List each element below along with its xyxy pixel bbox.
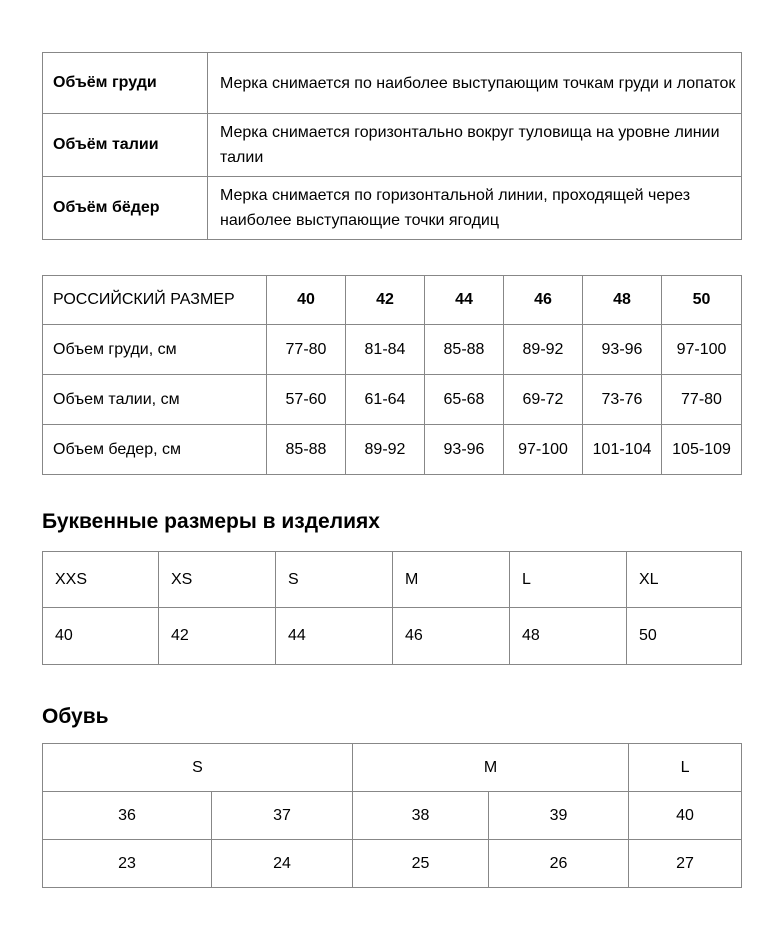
value-cell: 69-72 [504,375,583,425]
value-cell: 93-96 [583,325,662,375]
shoe-group-cell: S [43,744,353,792]
value-cell: 73-76 [583,375,662,425]
shoe-cm-size-cell: 24 [212,840,353,888]
measurement-definition: Мерка снимается горизонтально вокруг туловища на уровне линии талии [208,114,742,177]
measurement-term: Объём груди [43,53,208,114]
shoe-group-cell: M [353,744,629,792]
value-cell: 77-80 [267,325,346,375]
table-row [43,608,742,665]
table-row [43,276,742,325]
shoe-eu-size-cell: 39 [489,792,629,840]
table-row [43,840,742,888]
table-row [43,325,742,375]
measurement-definitions-table [42,52,742,240]
value-cell: 105-109 [662,425,742,475]
number-size-cell: 46 [393,608,510,665]
size-header-cell: 42 [346,276,425,325]
letter-size-cell: XL [627,552,742,608]
shoe-group-cell: L [629,744,742,792]
table-row [43,53,742,114]
value-cell: 101-104 [583,425,662,475]
value-cell: 61-64 [346,375,425,425]
shoe-cm-size-cell: 25 [353,840,489,888]
row-label: Объем груди, см [43,325,267,375]
letter-size-cell: S [276,552,393,608]
value-cell: 89-92 [504,325,583,375]
shoe-eu-size-cell: 40 [629,792,742,840]
letter-size-cell: XXS [43,552,159,608]
size-header-cell: 40 [267,276,346,325]
number-size-cell: 40 [43,608,159,665]
table-row [43,114,742,177]
value-cell: 77-80 [662,375,742,425]
table-row [43,177,742,240]
shoe-eu-size-cell: 36 [43,792,212,840]
row-label: Объем бедер, см [43,425,267,475]
size-table-title: РОССИЙСКИЙ РАЗМЕР [43,276,267,325]
value-cell: 81-84 [346,325,425,375]
letter-sizes-heading: Буквенные размеры в изделиях [42,510,380,533]
table-row [43,425,742,475]
row-label: Объем талии, см [43,375,267,425]
shoe-cm-size-cell: 26 [489,840,629,888]
measurement-definition: Мерка снимается по горизонтальной линии, проходящей через наиболее выступающие точки ягодиц [208,177,742,240]
measurement-definition: Мерка снимается по наиболее выступающим точкам груди и лопаток [208,53,742,114]
size-header-cell: 50 [662,276,742,325]
measurement-term: Объём бёдер [43,177,208,240]
value-cell: 89-92 [346,425,425,475]
shoe-eu-size-cell: 38 [353,792,489,840]
value-cell: 97-100 [504,425,583,475]
value-cell: 65-68 [425,375,504,425]
number-size-cell: 44 [276,608,393,665]
value-cell: 85-88 [425,325,504,375]
number-size-cell: 42 [159,608,276,665]
size-header-cell: 46 [504,276,583,325]
shoe-cm-size-cell: 27 [629,840,742,888]
size-header-cell: 44 [425,276,504,325]
number-size-cell: 48 [510,608,627,665]
letter-size-cell: XS [159,552,276,608]
letter-size-cell: M [393,552,510,608]
value-cell: 57-60 [267,375,346,425]
shoe-eu-size-cell: 37 [212,792,353,840]
shoes-size-table [42,743,742,888]
table-row [43,792,742,840]
value-cell: 93-96 [425,425,504,475]
letter-sizes-table [42,551,742,665]
russian-size-table [42,275,742,475]
value-cell: 85-88 [267,425,346,475]
table-row [43,375,742,425]
letter-size-cell: L [510,552,627,608]
value-cell: 97-100 [662,325,742,375]
number-size-cell: 50 [627,608,742,665]
measurement-term: Объём талии [43,114,208,177]
shoes-heading: Обувь [42,705,109,728]
table-row [43,552,742,608]
shoe-cm-size-cell: 23 [43,840,212,888]
table-row [43,744,742,792]
size-header-cell: 48 [583,276,662,325]
